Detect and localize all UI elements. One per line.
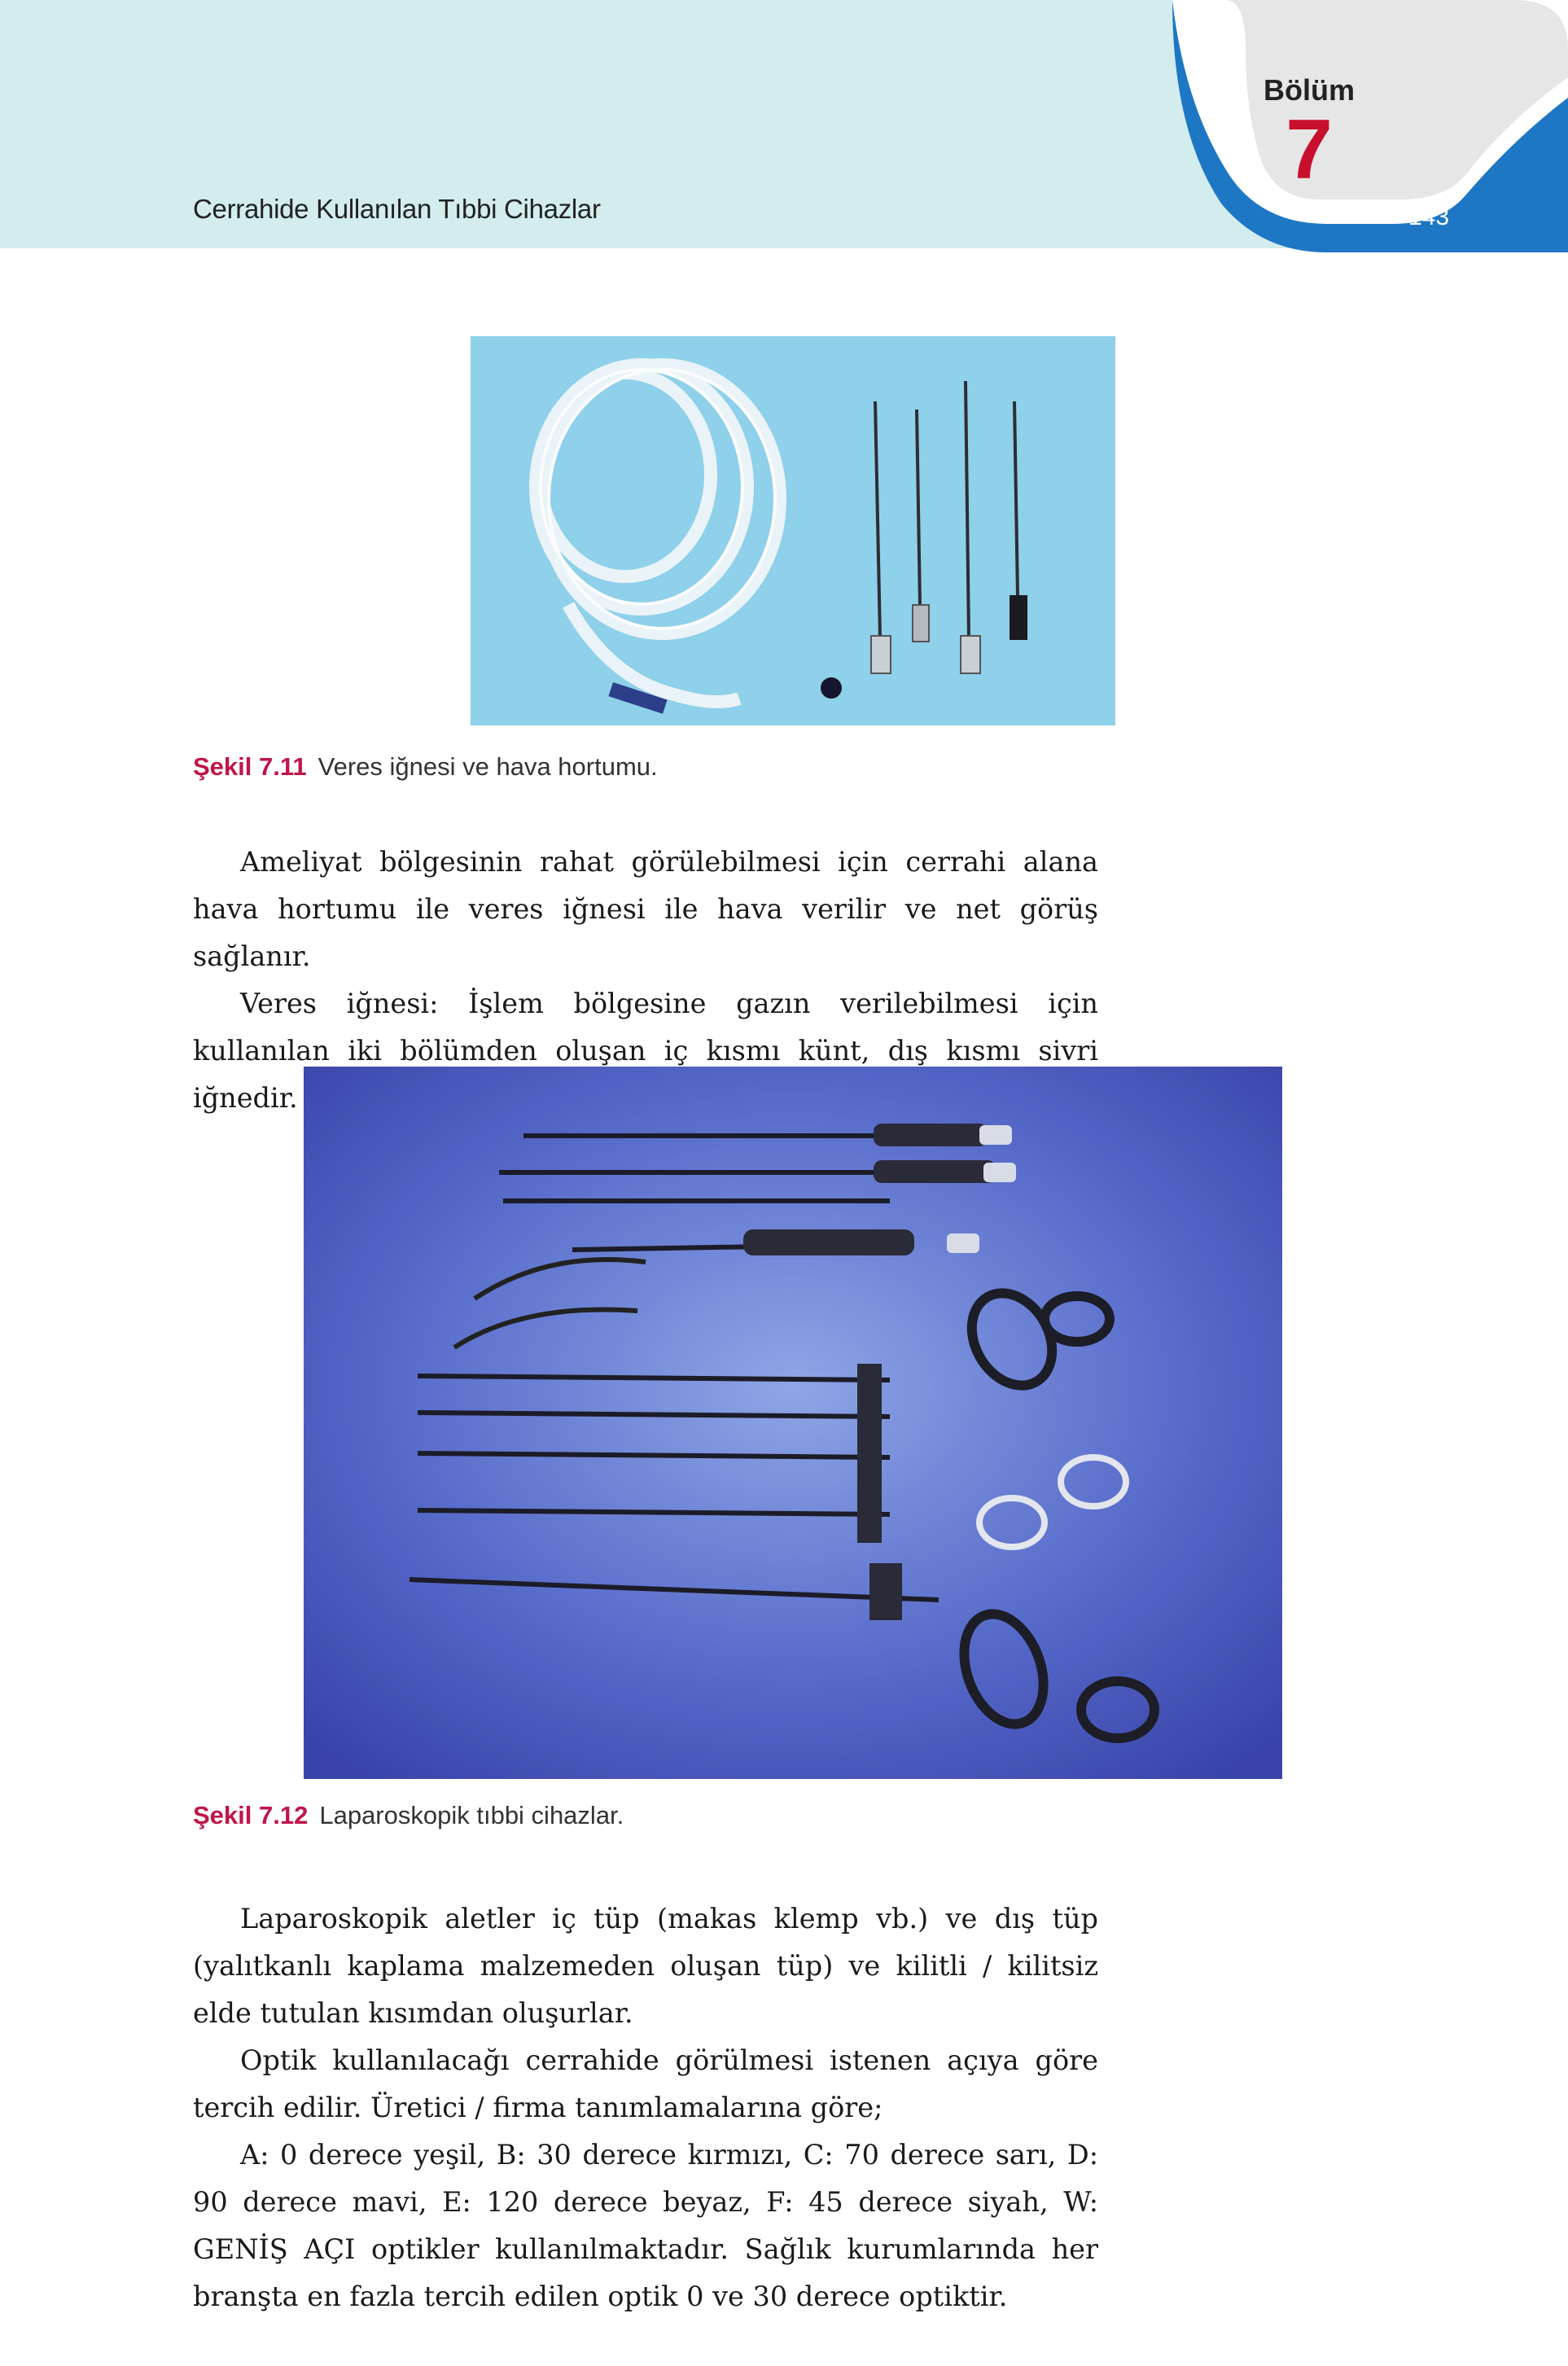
paragraph: Veres iğnesi: İşlem bölgesine gazın verilebilmesi için kullanılan iki bölümden oluşan iç kısmı künt, dış kısmı sivri iğnedir.	[193, 988, 1098, 1114]
page-number: 143	[1408, 204, 1450, 230]
paragraph: Laparoskopik aletler iç tüp (makas klemp vb.) ve dış tüp (yalıtkanlı kaplama malzemeden oluşan tüp) ve kilitli / kilitsiz elde tutulan kısımdan oluşurlar.	[193, 1903, 1098, 2029]
chapter-number: 7	[1285, 103, 1333, 197]
figure-label: Şekil 7.11	[193, 752, 307, 781]
figure-laparoscopic-instruments-photo	[304, 1067, 1282, 1779]
body-text-section-2	[193, 1895, 1098, 2320]
paragraph: Ameliyat bölgesinin rahat görülebilmesi için cerrahi alana hava hortumu ile veres iğnesi ile hava verilir ve net görüş sağlanır.	[193, 846, 1098, 972]
figure-label: Şekil 7.12	[193, 1801, 309, 1829]
figure-caption-text: Laparoskopik tıbbi cihazlar.	[319, 1801, 624, 1829]
chapter-label: Bölüm	[1264, 73, 1355, 107]
figure-caption-7-11	[193, 752, 658, 782]
figure-veres-needle-photo	[471, 336, 1115, 725]
paragraph: Optik kullanılacağı cerrahide görülmesi istenen açıya göre tercih edilir. Üretici / firma tanımlamalarına göre;	[193, 2044, 1098, 2123]
figure-caption-7-12	[193, 1801, 624, 1830]
running-title: Cerrahide Kullanılan Tıbbi Cihazlar	[193, 194, 601, 224]
paragraph: A: 0 derece yeşil, B: 30 derece kırmızı, C: 70 derece sarı, D: 90 derece mavi, E: 120 derece beyaz, F: 45 derece siyah, W: GENİŞ AÇI optikler kullanılmaktadır. Sağlık kurumlarında her branşta en fazla tercih edilen optik 0 ve 30 derece optiktir.	[193, 2139, 1098, 2312]
figure-caption-text: Veres iğnesi ve hava hortumu.	[318, 752, 658, 781]
